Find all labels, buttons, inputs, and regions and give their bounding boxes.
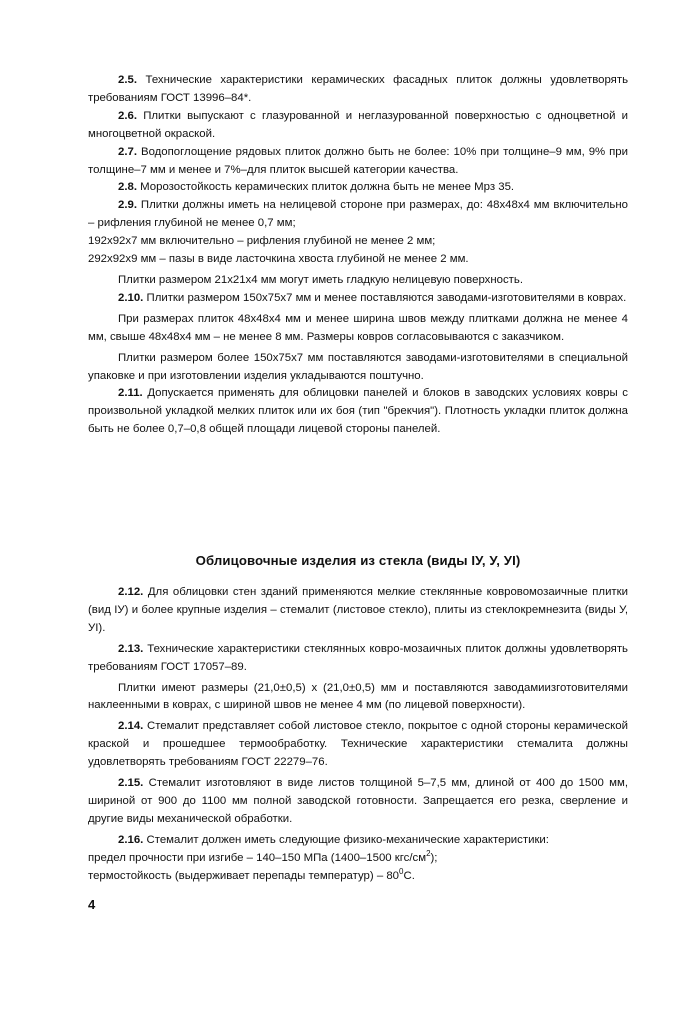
clause-number: 2.15. (118, 777, 144, 790)
paragraph-2-13-b: Плитки имеют размеры (21,0±0,5) х (21,0±0,5) мм и поставляются заводамиизготовителями наклеенными в коврах, с шириной швов не менее 4 мм (по лицевой поверхности). (88, 681, 628, 712)
paragraph-2-12 (88, 584, 628, 638)
clause-text: Плитки размером 150х75х7 мм и менее поставляются заводами-изготовителями в коврах. (146, 291, 627, 304)
clause-text: Технические характеристики стеклянных ковро-мозаичных плиток должны удовлетворять требованиям ГОСТ 17057–89. (88, 642, 628, 673)
paragraph-2-9-line-b: 192х92х7 мм включительно – рифления глубиной не менее 2 мм; (88, 235, 436, 248)
section-glass-products (88, 584, 628, 886)
paragraph-2-13 (88, 641, 628, 677)
clause-text: Морозостойкость керамических плиток должна быть не менее Мрз 35. (140, 181, 515, 194)
clause-number: 2.11. (118, 387, 143, 400)
paragraph-2-11 (88, 385, 628, 439)
clause-text: Технические характеристики керамических фасадных плиток должны удовлетворять требованиям ГОСТ 13996–84*. (88, 74, 628, 104)
clause-text: Стемалит изготовляют в виде листов толщиной 5–7,5 мм, длиной от 400 до 1500 мм, шириной от 900 до 1100 мм полной заводской готовности. Запрещается его резка, сверление и другие виды механической обработки. (88, 777, 628, 825)
paragraph-2-16-b (88, 850, 628, 868)
thermal-resistance-text: термостойкость (выдерживает перепады температур) – 80 (88, 869, 400, 882)
bending-strength-text: предел прочности при изгибе – 140–150 МПа (1400–1500 кгс/см (88, 851, 427, 864)
paragraph-2-5 (88, 72, 628, 108)
paragraph-2-10-b: При размерах плиток 48х48х4 мм и менее ширина швов между плитками должна не менее 4 мм, свыше 48х48х4 мм – не менее 8 мм. Размеры ковров согласовываются с заказчиком. (88, 312, 628, 343)
paragraph-2-6 (88, 108, 628, 144)
clause-text: Плитки выпускают с глазурованной и неглазурованной поверхностью с одноцветной и многоцветной окраской. (88, 109, 628, 140)
paragraph-2-16-c (88, 868, 628, 886)
clause-text: Стемалит представляет собой листовое стекло, покрытое с одной стороны керамической краской и прошедшее термообработку. Технические характеристики стемалита должны удовлетворять требованиям ГОСТ 22279–76. (88, 720, 628, 769)
clause-text: Допускается применять для облицовки панелей и блоков в заводских условиях ковры с произвольной укладкой мелких плиток или их боя (тип "брекчия"). Плотность укладки плиток должна быть не более 0,7–0,8 общей площади лицевой стороны панелей. (88, 387, 628, 436)
clause-number: 2.14. (118, 720, 144, 733)
superscript: 0 (399, 866, 404, 876)
clause-number: 2.13. (118, 642, 144, 655)
page-number: 4 (88, 897, 96, 912)
paragraph-2-14 (88, 718, 628, 772)
paragraph-2-10-c: Плитки размером более 150х75х7 мм поставляются заводами-изготовителями в специальной упаковке и при изготовлении изделия укладываются поштучно. (88, 351, 628, 382)
paragraph-2-8 (88, 179, 628, 197)
superscript: 2 (426, 848, 431, 858)
clause-text: Водопоглощение рядовых плиток должно быть не более: 10% при толщине–9 мм, 9% при толщине–7 мм и менее и 7%–для плиток высшей категории качества. (88, 145, 628, 176)
section-ceramic-tiles (88, 72, 628, 439)
bending-strength-end: ); (430, 851, 438, 864)
clause-text: Плитки должны иметь на нелицевой стороне при размерах, до: 48х48х4 мм включительно – рифления глубиной не менее 0,7 мм; (88, 199, 628, 230)
clause-number: 2.12. (118, 586, 144, 598)
thermal-resistance-end: С. (403, 869, 415, 882)
clause-number: 2.8. (118, 181, 137, 194)
paragraph-2-10 (88, 290, 628, 308)
clause-number: 2.16. (118, 833, 144, 846)
paragraph-2-15 (88, 775, 628, 829)
clause-number: 2.6. (118, 109, 137, 122)
clause-number: 2.9. (118, 199, 137, 212)
clause-number: 2.7. (118, 145, 137, 158)
paragraph-2-9-line-c: 292х92х9 мм – пазы в виде ласточкина хвоста глубиной не менее 2 мм. (88, 253, 469, 266)
paragraph-2-9-note: Плитки размером 21х21х4 мм могут иметь гладкую нелицевую поверхность. (118, 273, 523, 286)
clause-text: Стемалит должен иметь следующие физико-механические характеристики: (146, 833, 549, 846)
clause-text: Для облицовки стен зданий применяются мелкие стеклянные ковровомозаичные плитки (вид IУ) и более крупные изделия – стемалит (листовое стекло), плиты из стеклокремнезита (виды У, УI). (88, 586, 628, 634)
clause-number: 2.5. (118, 74, 137, 86)
paragraph-2-16 (88, 832, 628, 850)
section-heading-glass: Облицовочные изделия из стекла (виды IУ, У, УI) (195, 553, 521, 568)
clause-number: 2.10. (118, 291, 144, 304)
paragraph-2-9 (88, 197, 628, 233)
paragraph-2-7 (88, 144, 628, 180)
